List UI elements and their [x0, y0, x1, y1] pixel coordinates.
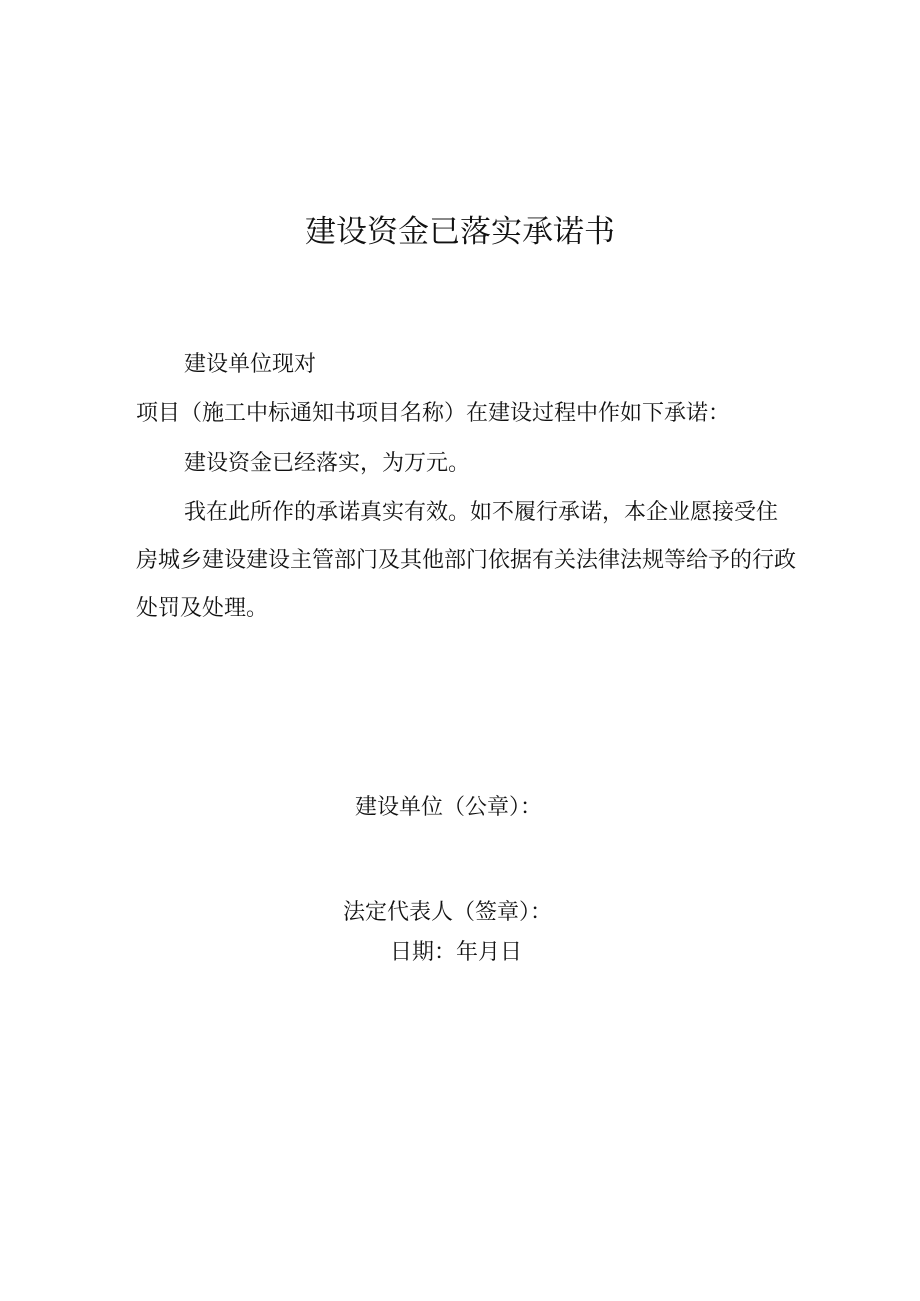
paragraph-funds-line: 建设资金已经落实，为万元。: [184, 451, 471, 476]
paragraph-project-line: 项目（施工中标通知书项目名称）在建设过程中作如下承诺：: [136, 401, 731, 426]
signature-legal-representative: 法定代表人（签章）：: [343, 900, 553, 925]
document-title: 建设资金已落实承诺书: [305, 214, 615, 250]
signature-date: 日期：年月日: [390, 940, 523, 965]
paragraph-unit-line: 建设单位现对: [184, 352, 317, 377]
signature-unit-seal: 建设单位（公章）：: [355, 795, 543, 820]
paragraph-commitment: 我在此所作的承诺真实有效。如不履行承诺，本企业愿接受住房城乡建设建设主管部门及其他部门依据有关法律法规等给予的行政处罚及处理。: [136, 500, 797, 621]
